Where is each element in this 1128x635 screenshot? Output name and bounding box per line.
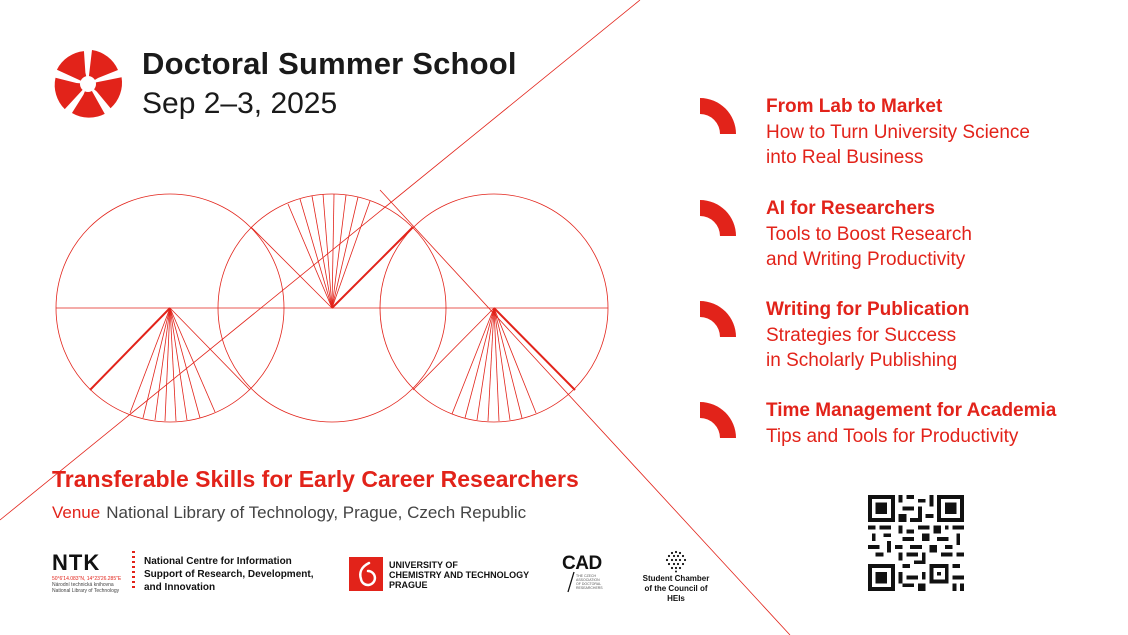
session-description (766, 424, 1018, 449)
session-item (700, 199, 1120, 279)
event-subtitle: Transferable Skills for Early Career Researchers (52, 466, 579, 492)
uct-name-line: PRAGUE (389, 580, 428, 590)
ntk-english-name: National Library of Technology (52, 588, 120, 594)
student-chamber-name (640, 574, 712, 604)
session-item (700, 300, 1120, 380)
student-chamber-dots-icon (664, 549, 688, 573)
session-description-line: Tips and Tools for Productivity (766, 426, 1019, 447)
cad-name-line: RESEARCHERS (576, 586, 603, 590)
ntk-coordinates: 50°6'14.083"N, 14°23'26.285"E (52, 576, 122, 582)
fan-middle (288, 194, 370, 308)
uct-name (389, 560, 529, 590)
session-description-line: Tools to Boost Research (766, 224, 972, 245)
session-item (700, 401, 1120, 481)
session-description-line: Strategies for Success (766, 325, 957, 346)
cad-slash-icon (560, 571, 576, 593)
session-title: Writing for Publication (766, 299, 970, 320)
ntk-czech-name: Národní technická knihovna (52, 582, 114, 588)
ntk-divider (132, 551, 135, 591)
quarter-circle-icon (700, 401, 738, 439)
session-description (766, 120, 1030, 170)
venue-value: National Library of Technology, Prague, Czech Republic (106, 503, 527, 522)
cad-logo (560, 553, 610, 595)
session-title: AI for Researchers (766, 198, 935, 219)
cad-name-line: THE CZECH (576, 574, 597, 578)
uct-name-line: UNIVERSITY OF (389, 560, 458, 570)
cad-full-name (576, 574, 603, 590)
session-description-line: in Scholarly Publishing (766, 350, 958, 371)
ntk-name-line: Support of Research, Development, (144, 569, 314, 580)
uct-logo-icon (349, 557, 383, 591)
event-date: Sep 2–3, 2025 (142, 87, 338, 120)
ntk-letters: NTK (52, 550, 101, 575)
ntk-full-name (144, 555, 313, 594)
uct-name-line: CHEMISTRY AND TECHNOLOGY (389, 570, 530, 580)
qr-code-icon[interactable] (868, 495, 964, 591)
session-description-line: How to Turn University Science (766, 122, 1030, 143)
venue-line (52, 503, 526, 523)
session-title: Time Management for Academia (766, 400, 1057, 421)
quarter-circle-icon (700, 97, 738, 135)
ntk-name-line: National Centre for Information (144, 556, 292, 567)
cad-letters: CAD (562, 553, 602, 574)
session-item (700, 97, 1120, 177)
student-chamber-line: Student Chamber (642, 574, 710, 583)
ntk-logo (52, 550, 134, 594)
session-description-line: into Real Business (766, 147, 924, 168)
session-description (766, 323, 957, 373)
session-title: From Lab to Market (766, 96, 943, 117)
cad-name-line: ASSOCIATION (576, 578, 600, 582)
student-chamber-line: of the Council of HEIs (644, 584, 708, 603)
quarter-circle-icon (700, 199, 738, 237)
ntk-name-line: and Innovation (144, 582, 216, 593)
event-title: Doctoral Summer School (142, 46, 517, 81)
fan-right (452, 308, 536, 421)
session-description (766, 222, 972, 272)
cad-name-line: OF DOCTORAL (576, 582, 602, 586)
session-description-line: and Writing Productivity (766, 249, 966, 270)
quarter-circle-icon (700, 300, 738, 338)
pinwheel-logo-icon (50, 48, 126, 120)
venue-label: Venue (52, 503, 101, 522)
